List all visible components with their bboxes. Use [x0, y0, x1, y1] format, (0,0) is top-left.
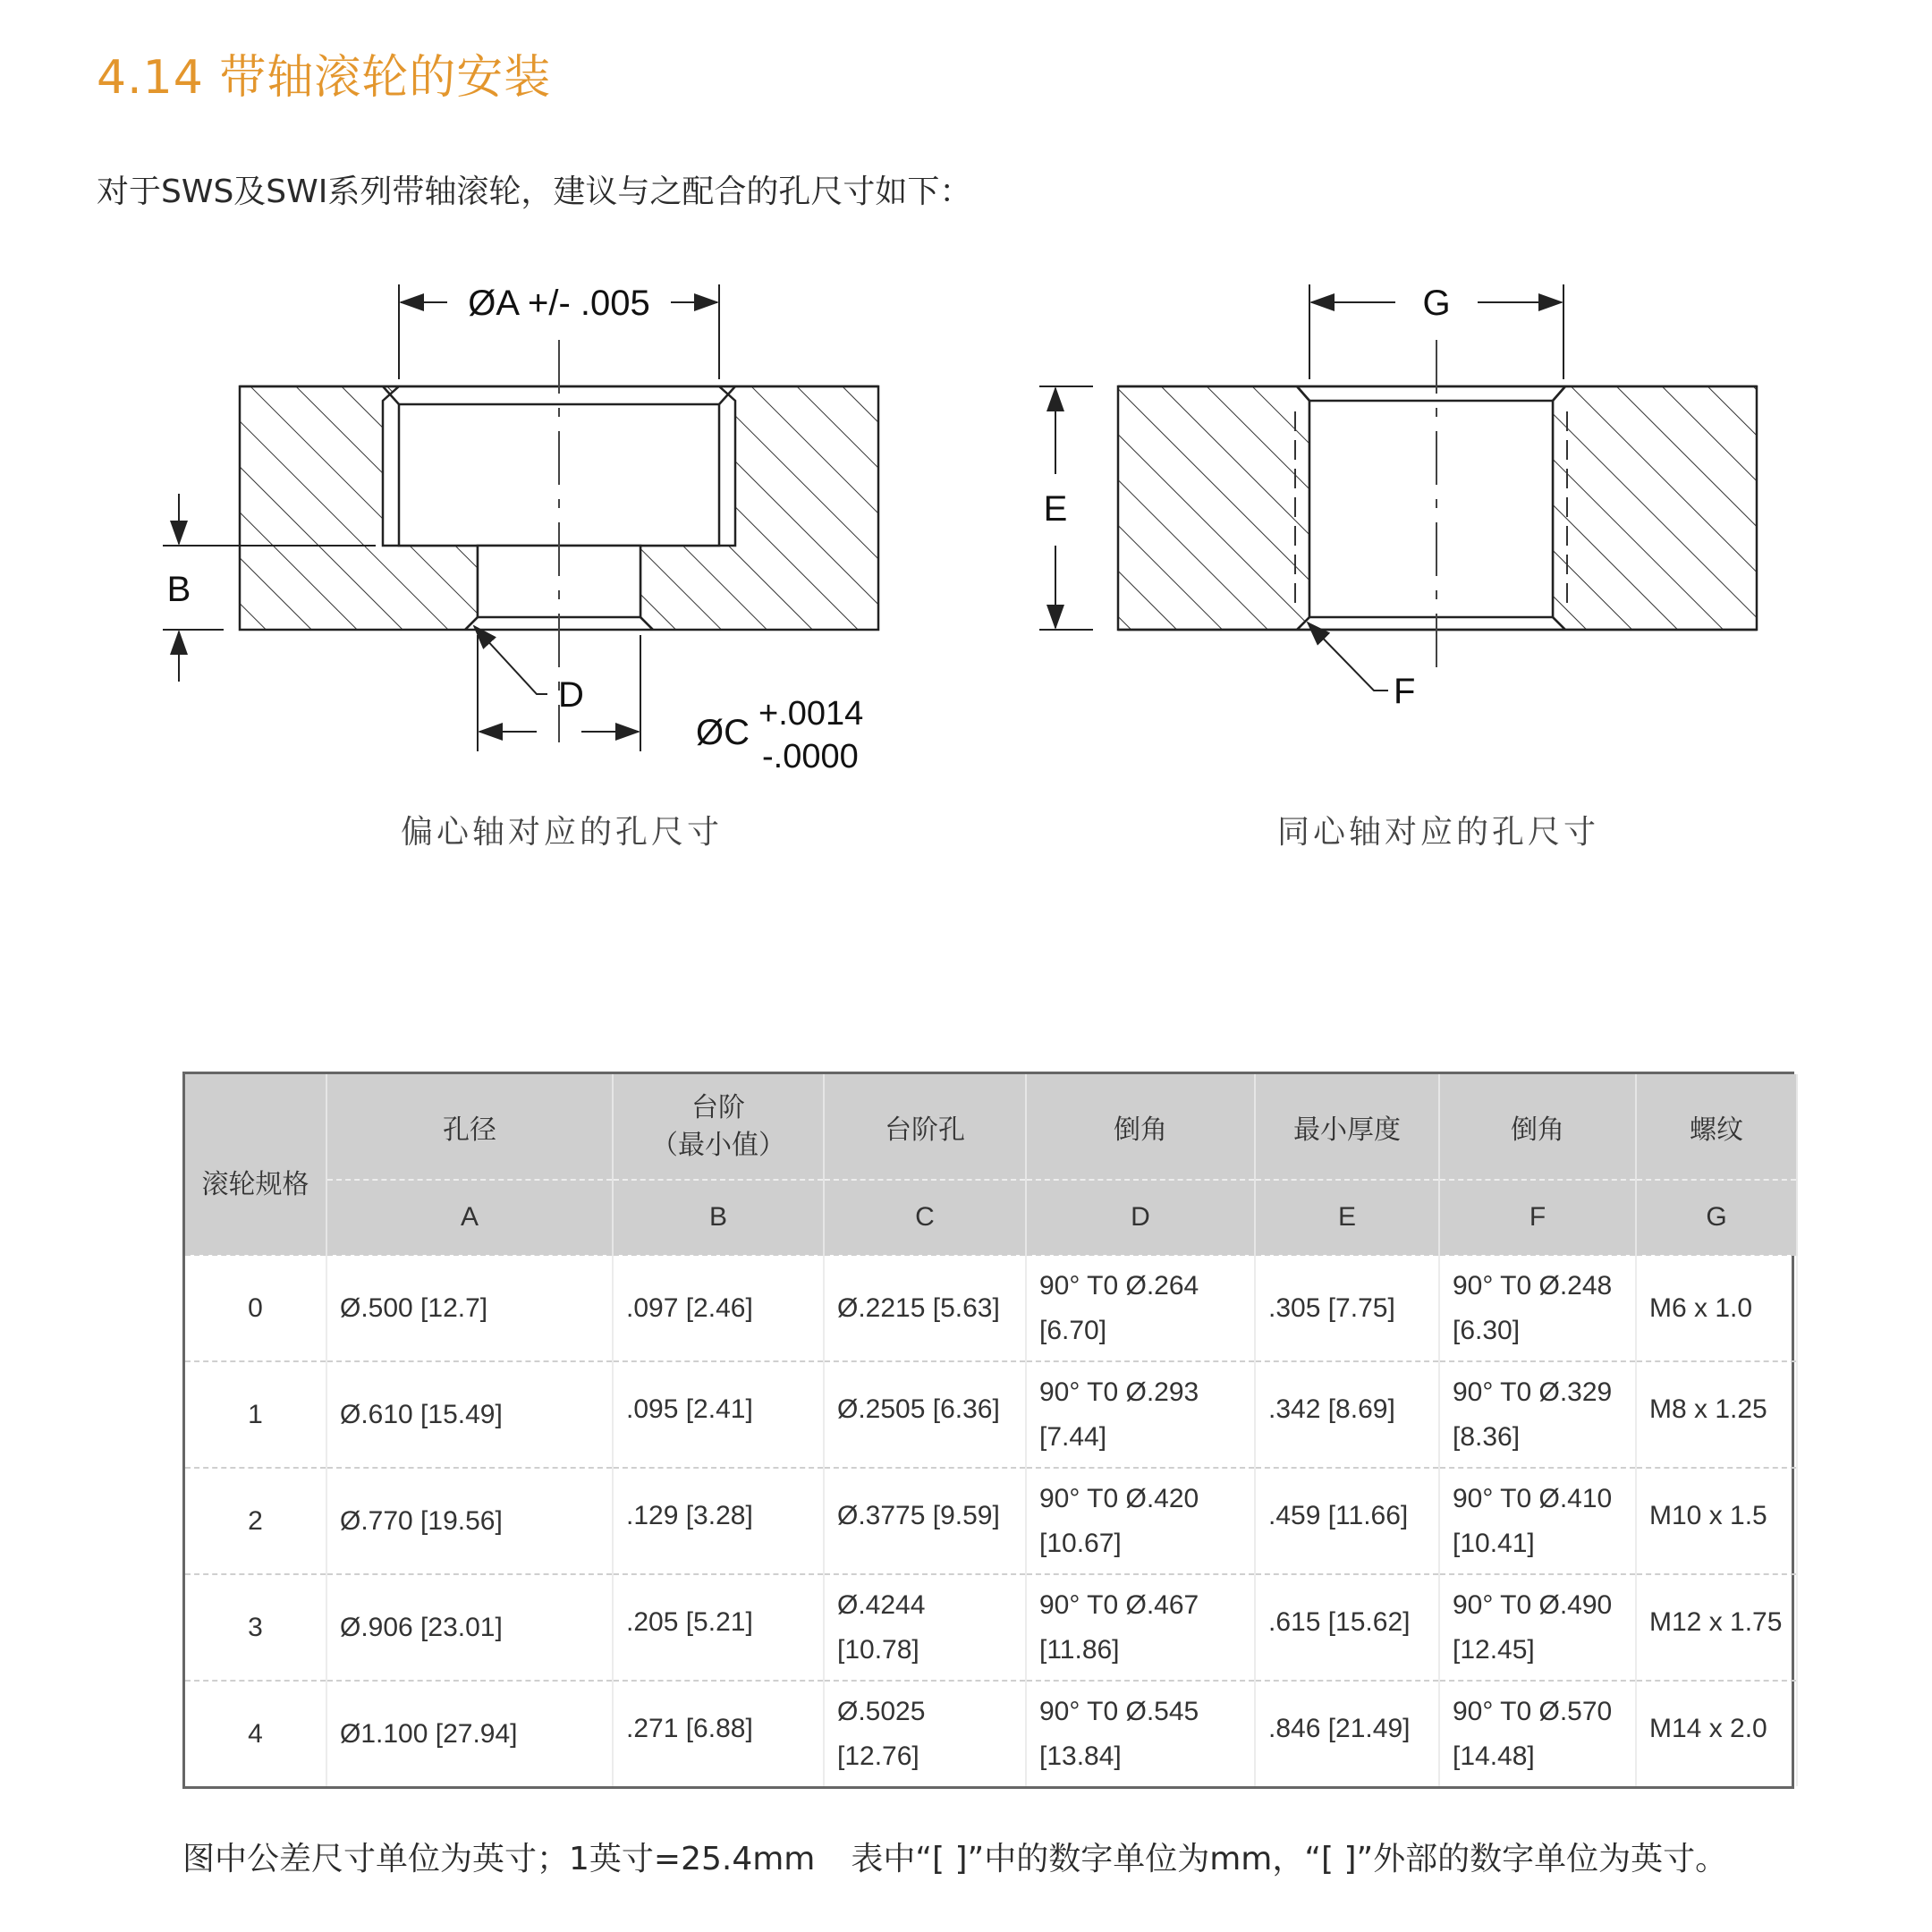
table-cell: 90° T0 Ø.570 [14.48]: [1439, 1681, 1636, 1786]
subheader-col: B: [613, 1180, 824, 1255]
header-col: 倒角: [1439, 1074, 1636, 1180]
table-row: [185, 1468, 1797, 1574]
hole-dimension-drawings: [0, 0, 1932, 894]
table-cell: 90° T0 Ø.490 [12.45]: [1439, 1574, 1636, 1681]
footnote-brackets: 表中“[ ]”中的数字单位为mm，“[ ]”外部的数字单位为英寸。: [851, 1841, 1728, 1877]
subheader-col: A: [326, 1180, 613, 1255]
table-cell: Ø.2505 [6.36]: [824, 1361, 1026, 1468]
table-cell: M6 x 1.0: [1636, 1255, 1797, 1361]
dim-f-label: F: [1394, 672, 1416, 711]
dim-c-label: ØC: [696, 713, 750, 752]
header-col: 台阶 （最小值）: [613, 1074, 824, 1180]
right-drawing-caption: 同心轴对应的孔尺寸: [1277, 814, 1600, 851]
table-cell: M12 x 1.75: [1636, 1574, 1797, 1681]
dimension-f: [1308, 623, 1415, 711]
table-cell: .305 [7.75]: [1255, 1255, 1439, 1361]
table-cell: 4: [185, 1681, 326, 1786]
dim-b-label: B: [166, 570, 191, 609]
table-cell: Ø1.100 [27.94]: [326, 1681, 613, 1786]
header-col: 孔径: [326, 1074, 613, 1180]
table-cell: Ø.2215 [5.63]: [824, 1255, 1026, 1361]
table-cell: 90° T0 Ø.248 [6.30]: [1439, 1255, 1636, 1361]
table-cell: 90° T0 Ø.420 [10.67]: [1026, 1468, 1255, 1574]
table-cell: .342 [8.69]: [1255, 1361, 1439, 1468]
subheader-col: D: [1026, 1180, 1255, 1255]
left-drawing-caption: 偏心轴对应的孔尺寸: [401, 814, 724, 851]
table-cell: 90° T0 Ø.293 [7.44]: [1026, 1361, 1255, 1468]
dimension-c: [478, 635, 863, 775]
table-cell: Ø.4244 [10.78]: [824, 1574, 1026, 1681]
table-cell: .205 [5.21]: [613, 1574, 824, 1681]
table-cell: .846 [21.49]: [1255, 1681, 1439, 1786]
dim-d-label: D: [558, 675, 584, 715]
table-cell: .095 [2.41]: [613, 1361, 824, 1468]
subheader-col: G: [1636, 1180, 1797, 1255]
table-cell: Ø.5025 [12.76]: [824, 1681, 1026, 1786]
table-cell: 2: [185, 1468, 326, 1574]
section-title: 4.14 带轴滚轮的安装: [97, 51, 552, 105]
table-cell: Ø.500 [12.7]: [326, 1255, 613, 1361]
header-col: 倒角: [1026, 1074, 1255, 1180]
dimension-d: [474, 626, 584, 715]
table-cell: M14 x 2.0: [1636, 1681, 1797, 1786]
table-cell: .459 [11.66]: [1255, 1468, 1439, 1574]
table-cell: 90° T0 Ø.410 [10.41]: [1439, 1468, 1636, 1574]
table-cell: .129 [3.28]: [613, 1468, 824, 1574]
table-cell: 0: [185, 1255, 326, 1361]
dim-g-label: G: [1422, 284, 1451, 323]
table-cell: 90° T0 Ø.329 [8.36]: [1439, 1361, 1636, 1468]
subheader-col: E: [1255, 1180, 1439, 1255]
dim-a-label: ØA +/- .005: [468, 284, 650, 323]
header-col: 台阶孔: [824, 1074, 1026, 1180]
table-cell: Ø.906 [23.01]: [326, 1574, 613, 1681]
dim-c-tol-plus: +.0014: [758, 695, 864, 733]
header-roller-spec: 滚轮规格: [185, 1074, 326, 1255]
footnote-units: 图中公差尺寸单位为英寸；1英寸=25.4mm: [182, 1841, 816, 1877]
table-row: [185, 1574, 1797, 1681]
table-cell: .271 [6.88]: [613, 1681, 824, 1786]
dim-e-label: E: [1043, 489, 1068, 529]
subheader-col: C: [824, 1180, 1026, 1255]
table-cell: 3: [185, 1574, 326, 1681]
table-cell: M8 x 1.25: [1636, 1361, 1797, 1468]
table-cell: Ø.610 [15.49]: [326, 1361, 613, 1468]
table-cell: .097 [2.46]: [613, 1255, 824, 1361]
table-cell: 90° T0 Ø.545 [13.84]: [1026, 1681, 1255, 1786]
table-row: [185, 1361, 1797, 1468]
table-cell: M10 x 1.5: [1636, 1468, 1797, 1574]
table-row: [185, 1255, 1797, 1361]
subheader-col: F: [1439, 1180, 1636, 1255]
table-cell: Ø.3775 [9.59]: [824, 1468, 1026, 1574]
table-cell: 90° T0 Ø.467 [11.86]: [1026, 1574, 1255, 1681]
table-cell: .615 [15.62]: [1255, 1574, 1439, 1681]
header-col: 螺纹: [1636, 1074, 1797, 1180]
dim-c-tol-minus: -.0000: [762, 738, 859, 775]
footnote: [182, 1834, 1727, 1879]
intro-text: 对于SWS及SWI系列带轴滚轮，建议与之配合的孔尺寸如下：: [97, 174, 972, 210]
table-cell: Ø.770 [19.56]: [326, 1468, 613, 1574]
header-col: 最小厚度: [1255, 1074, 1439, 1180]
concentric-hole-section: [1118, 340, 1757, 676]
table-cell: 1: [185, 1361, 326, 1468]
table-cell: 90° T0 Ø.264 [6.70]: [1026, 1255, 1255, 1361]
dimension-e: [1039, 386, 1093, 630]
table-row: [185, 1681, 1797, 1786]
hole-size-table: [182, 1072, 1794, 1789]
